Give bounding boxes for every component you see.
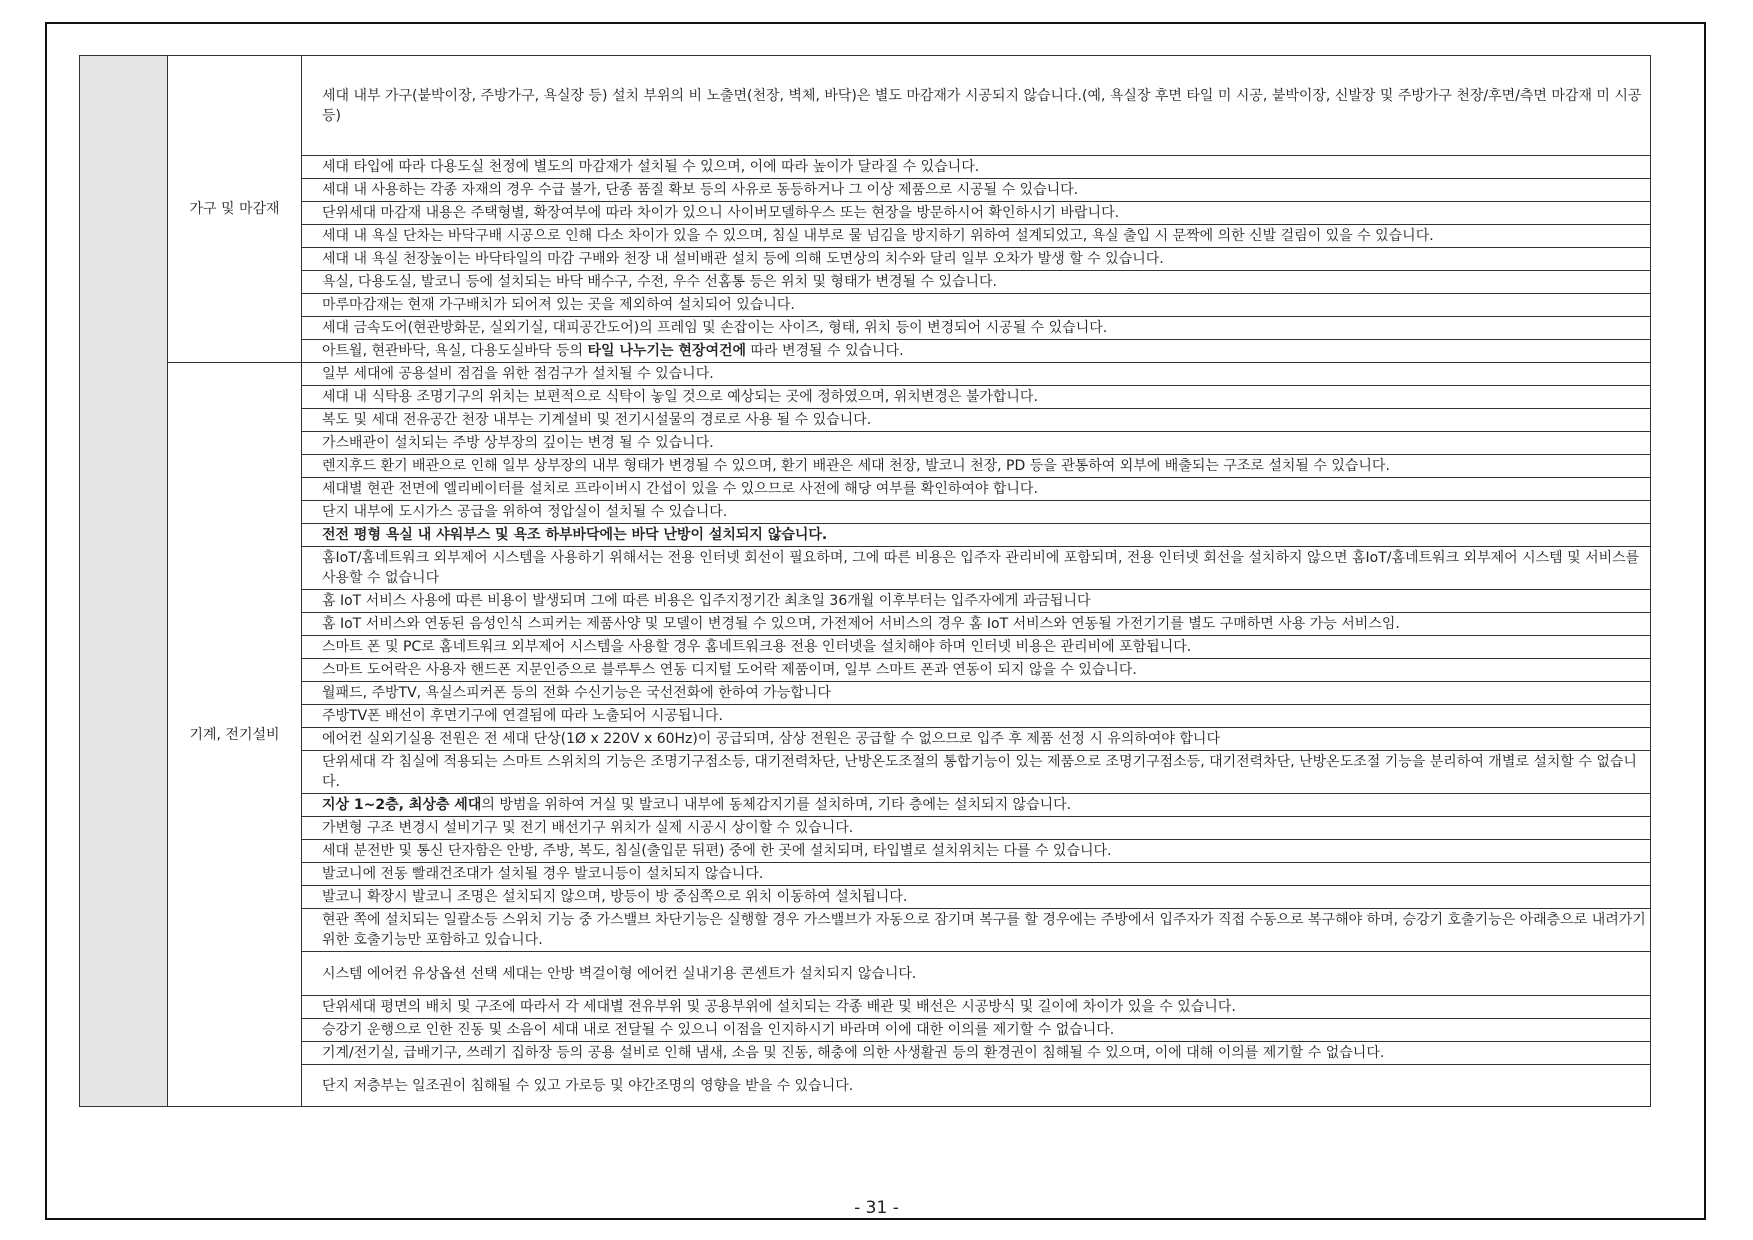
table-row (80, 455, 1651, 478)
note-row: 스마트 도어락은 사용자 핸드폰 지문인증으로 블루투스 연동 디지털 도어락 제품이며, 일부 스마트 폰과 연동이 되지 않을 수 있습니다. (302, 659, 1651, 682)
table-row (80, 1065, 1651, 1107)
table-row (80, 886, 1651, 909)
note-row: 발코니 확장시 발코니 조명은 설치되지 않으며, 방등이 방 중심쪽으로 위치 이동하여 설치됩니다. (302, 886, 1651, 909)
table-row (80, 432, 1651, 455)
table-row (80, 863, 1651, 886)
note-emphasis: 전전 평형 욕실 내 샤워부스 및 욕조 하부바닥에는 바닥 난방이 설치되지 않습니다. (322, 527, 828, 543)
note-row: 일부 세대에 공용설비 점검을 위한 점검구가 설치될 수 있습니다. (302, 363, 1651, 386)
note-row: 월패드, 주방TV, 욕실스피커폰 등의 전화 수신기능은 국선전화에 한하여 가능합니다 (302, 682, 1651, 705)
table-row (80, 705, 1651, 728)
note-row: 단지 내부에 도시가스 공급을 위하여 정압실이 설치될 수 있습니다. (302, 501, 1651, 524)
table-row (80, 817, 1651, 840)
table-row (80, 271, 1651, 294)
note-row (302, 340, 1651, 363)
note-row: 세대 내 욕실 천장높이는 바닥타일의 마감 구배와 천장 내 설비배관 설치 등에 의해 도면상의 치수와 달리 일부 오차가 발생 할 수 있습니다. (302, 248, 1651, 271)
note-row: 단위세대 각 침실에 적용되는 스마트 스위치의 기능은 조명기구점소등, 대기전력차단, 난방온도조절의 통합기능이 있는 제품으로 조명기구점소등, 대기전력차단, 난방온도조절 기능을 분리하여 개별로 설치할 수 없습니다. (302, 751, 1651, 794)
note-row: 시스템 에어컨 유상옵션 선택 세대는 안방 벽걸이형 에어컨 실내기용 콘센트가 설치되지 않습니다. (302, 952, 1651, 996)
table-row (80, 478, 1651, 501)
note-emphasis: 타일 나누기는 현장여건에 (587, 343, 747, 359)
note-text: 따라 변경될 수 있습니다. (746, 343, 904, 359)
table-row (80, 590, 1651, 613)
table-row (80, 317, 1651, 340)
table-row (80, 202, 1651, 225)
note-text: 의 방범을 위하여 거실 및 발코니 내부에 동체감지기를 설치하며, 기타 층에는 설치되지 않습니다. (481, 797, 1072, 813)
table-row (80, 909, 1651, 952)
note-row: 세대별 현관 전면에 엘리베이터를 설치로 프라이버시 간섭이 있을 수 있으므로 사전에 해당 여부를 확인하여야 합니다. (302, 478, 1651, 501)
table-row (80, 613, 1651, 636)
note-row: 홈 IoT 서비스와 연동된 음성인식 스피커는 제품사양 및 모델이 변경될 수 있으며, 가전제어 서비스의 경우 홈 IoT 서비스와 연동될 가전기기를 별도 구매하면 사용 가능 서비스임. (302, 613, 1651, 636)
table-row (80, 386, 1651, 409)
note-row: 가스배관이 설치되는 주방 상부장의 깊이는 변경 될 수 있습니다. (302, 432, 1651, 455)
note-row: 세대 분전반 및 통신 단자함은 안방, 주방, 복도, 침실(출입문 뒤편) 중에 한 곳에 설치되며, 타입별로 설치위치는 다를 수 있습니다. (302, 840, 1651, 863)
note-row: 단위세대 마감재 내용은 주택형별, 확장여부에 따라 차이가 있으니 사이버모델하우스 또는 현장을 방문하시어 확인하시기 바랍니다. (302, 202, 1651, 225)
table-row (80, 1019, 1651, 1042)
category-mechanical: 기계, 전기설비 (168, 363, 302, 1107)
note-row: 홈IoT/홈네트워크 외부제어 시스템을 사용하기 위해서는 전용 인터넷 회선이 필요하며, 그에 따른 비용은 입주자 관리비에 포함되며, 전용 인터넷 회선을 설치하지 않으면 홈IoT/홈네트워크 외부제어 시스템 및 서비스를 사용할 수 없습니다 (302, 547, 1651, 590)
note-row: 승강기 운행으로 인한 진동 및 소음이 세대 내로 전달될 수 있으니 이점을 인지하시기 바라며 이에 대한 이의를 제기할 수 없습니다. (302, 1019, 1651, 1042)
note-row: 세대 내부 가구(붙박이장, 주방가구, 욕실장 등) 설치 부위의 비 노출면(천장, 벽체, 바닥)은 별도 마감재가 시공되지 않습니다.(예, 욕실장 후면 타일 미 시공, 붙박이장, 신발장 및 주방가구 천장/후면/측면 마감재 미 시공 등) (302, 56, 1651, 156)
note-row: 세대 타입에 따라 다용도실 천정에 별도의 마감재가 설치될 수 있으며, 이에 따라 높이가 달라질 수 있습니다. (302, 156, 1651, 179)
table-row (80, 409, 1651, 432)
table-row (80, 751, 1651, 794)
table-row (80, 501, 1651, 524)
note-row: 단지 저층부는 일조권이 침해될 수 있고 가로등 및 야간조명의 영향을 받을 수 있습니다. (302, 1065, 1651, 1107)
table-row (80, 524, 1651, 547)
category-furniture: 가구 및 마감재 (168, 56, 302, 363)
note-row (302, 794, 1651, 817)
table-row (80, 248, 1651, 271)
table-row (80, 682, 1651, 705)
note-row: 주방TV폰 배선이 후면기구에 연결됨에 따라 노출되어 시공됩니다. (302, 705, 1651, 728)
note-row: 기계/전기실, 급배기구, 쓰레기 집하장 등의 공용 설비로 인해 냄새, 소음 및 진동, 해충에 의한 사생활권 등의 환경권이 침해될 수 있으며, 이에 대해 이의를 제기할 수 없습니다. (302, 1042, 1651, 1065)
table-row (80, 952, 1651, 996)
note-row: 홈 IoT 서비스 사용에 따른 비용이 발생되며 그에 따른 비용은 입주지정기간 최초일 36개월 이후부터는 입주자에게 과금됩니다 (302, 590, 1651, 613)
note-row: 단위세대 평면의 배치 및 구조에 따라서 각 세대별 전유부위 및 공용부위에 설치되는 각종 배관 및 배선은 시공방식 및 길이에 차이가 있을 수 있습니다. (302, 996, 1651, 1019)
note-text: 아트월, 현관바닥, 욕실, 다용도실바닥 등의 (322, 343, 588, 359)
note-row: 에어컨 실외기실용 전원은 전 세대 단상(1Ø x 220V x 60Hz)이 공급되며, 삼상 전원은 공급할 수 없으므로 입주 후 제품 선정 시 유의하여야 합니다 (302, 728, 1651, 751)
table-row (80, 996, 1651, 1019)
table-row (80, 728, 1651, 751)
page-number: - 31 - (854, 1198, 899, 1218)
note-row: 현관 쪽에 설치되는 일괄소등 스위치 기능 중 가스밸브 차단기능은 실행할 경우 가스밸브가 자동으로 잠기며 복구를 할 경우에는 주방에서 입주자가 직접 수동으로 복구해야 하며, 승강기 호출기능은 아래층으로 내려가기 위한 호출기능만 포함하고 있습니다. (302, 909, 1651, 952)
note-row: 마루마감재는 현재 가구배치가 되어져 있는 곳을 제외하여 설치되어 있습니다. (302, 294, 1651, 317)
table-row (80, 225, 1651, 248)
note-row: 복도 및 세대 전유공간 천장 내부는 기계설비 및 전기시설물의 경로로 사용 될 수 있습니다. (302, 409, 1651, 432)
note-row: 세대 금속도어(현관방화문, 실외기실, 대피공간도어)의 프레임 및 손잡이는 사이즈, 형태, 위치 등이 변경되어 시공될 수 있습니다. (302, 317, 1651, 340)
note-emphasis: 지상 1~2층, 최상층 세대 (322, 797, 482, 813)
note-row: 가변형 구조 변경시 설비기구 및 전기 배선기구 위치가 실제 시공시 상이할 수 있습니다. (302, 817, 1651, 840)
table-row (80, 363, 1651, 386)
note-row: 스마트 폰 및 PC로 홈네트워크 외부제어 시스템을 사용할 경우 홈네트워크용 전용 인터넷을 설치해야 하며 인터넷 비용은 관리비에 포함됩니다. (302, 636, 1651, 659)
notes-table (79, 55, 1651, 1107)
note-row: 렌지후드 환기 배관으로 인해 일부 상부장의 내부 형태가 변경될 수 있으며, 환기 배관은 세대 천장, 발코니 천장, PD 등을 관통하여 외부에 배출되는 구조로 설치될 수 있습니다. (302, 455, 1651, 478)
note-row: 발코니에 전동 빨래건조대가 설치될 경우 발코니등이 설치되지 않습니다. (302, 863, 1651, 886)
table-row (80, 840, 1651, 863)
table-row (80, 156, 1651, 179)
table-row (80, 179, 1651, 202)
table-row (80, 1042, 1651, 1065)
note-row: 세대 내 사용하는 각종 자재의 경우 수급 불가, 단종 품질 확보 등의 사유로 동등하거나 그 이상 제품으로 시공될 수 있습니다. (302, 179, 1651, 202)
table-row (80, 56, 1651, 156)
table-row (80, 340, 1651, 363)
note-row: 세대 내 욕실 단차는 바닥구배 시공으로 인해 다소 차이가 있을 수 있으며, 침실 내부로 물 넘김을 방지하기 위하여 설계되었고, 욕실 출입 시 문짝에 의한 신발 걸림이 있을 수 있습니다. (302, 225, 1651, 248)
side-column (80, 56, 168, 1107)
note-row: 세대 내 식탁용 조명기구의 위치는 보편적으로 식탁이 놓일 것으로 예상되는 곳에 정하였으며, 위치변경은 불가합니다. (302, 386, 1651, 409)
table-row (80, 794, 1651, 817)
table-row (80, 294, 1651, 317)
note-row: 욕실, 다용도실, 발코니 등에 설치되는 바닥 배수구, 수전, 우수 선홈통 등은 위치 및 형태가 변경될 수 있습니다. (302, 271, 1651, 294)
table-row (80, 659, 1651, 682)
table-row (80, 547, 1651, 590)
table-row (80, 636, 1651, 659)
note-row (302, 524, 1651, 547)
